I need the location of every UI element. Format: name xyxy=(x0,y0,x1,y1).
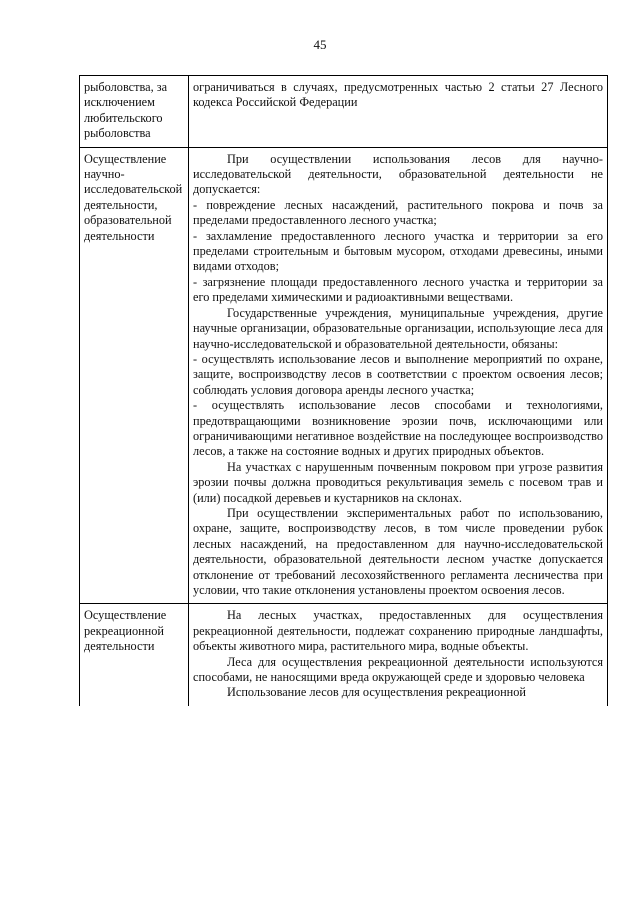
regulation-table xyxy=(79,75,608,706)
paragraph: Леса для осуществления рекреационной деятельности используются способами, не наносящими вреда окружающей среде и здоровью человека xyxy=(193,654,603,685)
list-item: - повреждение лесных насаждений, растительного покрова и почв за пределами предоставленного лесного участка; xyxy=(193,197,603,228)
requirements-cell xyxy=(189,147,608,604)
paragraph: ограничиваться в случаях, предусмотренных частью 2 статьи 27 Лесного кодекса Российской Федерации xyxy=(193,80,603,110)
activity-type-cell: рыболовства, за исключением любительского рыболовства xyxy=(80,76,189,148)
page-number: 45 xyxy=(313,37,327,52)
paragraph: Государственные учреждения, муниципальные учреждения, другие научные организации, образовательные организации, использующие леса для научно-исследовательской и образовательной деятельности, обязаны: xyxy=(193,305,603,351)
table-row xyxy=(80,147,608,604)
requirements-cell xyxy=(189,76,608,148)
list-item: - осуществлять использование лесов способами и технологиями, предотвращающими возникновение эрозии почв, исключающими или ограничивающими негативное воздействие на последующее воспроизводство лесов, а также на состояние водных и других природных объектов. xyxy=(193,398,603,459)
paragraph: При осуществлении использования лесов для научно-исследовательской деятельности, образовательной деятельности не допускается: xyxy=(193,151,603,197)
table-row xyxy=(80,604,608,706)
activity-type-cell: Осуществление рекреационной деятельности xyxy=(80,604,189,706)
paragraph: Использование лесов для осуществления рекреационной xyxy=(227,685,526,700)
paragraph: При осуществлении экспериментальных работ по использованию, охране, защите, воспроизводству лесов, в том числе проведении рубок лесных насаждений, на предоставленном для научно-исследовательской деятельности, образовательной деятельности лесном участке допускается отклонение от требований лесохозяйственного регламента лесничества при условии, что такие отклонения установлены проектом освоения лесов. xyxy=(193,505,603,597)
list-item: - загрязнение площади предоставленного лесного участка и территории за его пределами химическими и радиоактивными веществами. xyxy=(193,274,603,305)
table-row xyxy=(80,76,608,148)
list-item: - захламление предоставленного лесного участка и территории за его пределами строительным и бытовым мусором, отходами древесины, иными видами отходов; xyxy=(193,228,603,274)
activity-type-cell: Осуществление научно-исследовательской деятельности, образовательной деятельности xyxy=(80,147,189,604)
paragraph: На лесных участках, предоставленных для осуществления рекреационной деятельности, подлежат сохранению природные ландшафты, объекты животного мира, растительного мира, водные объекты. xyxy=(193,608,603,654)
requirements-cell xyxy=(189,604,608,706)
list-item: - осуществлять использование лесов и выполнение мероприятий по охране, защите, воспроизводству лесов в соответствии с проектом освоения лесов; соблюдать условия договора аренды лесного участка; xyxy=(193,351,603,397)
paragraph: На участках с нарушенным почвенным покровом при угрозе развития эрозии почвы должна проводиться рекультивация земель с посевом трав и (или) посадкой деревьев и кустарников на склонах. xyxy=(193,459,603,505)
